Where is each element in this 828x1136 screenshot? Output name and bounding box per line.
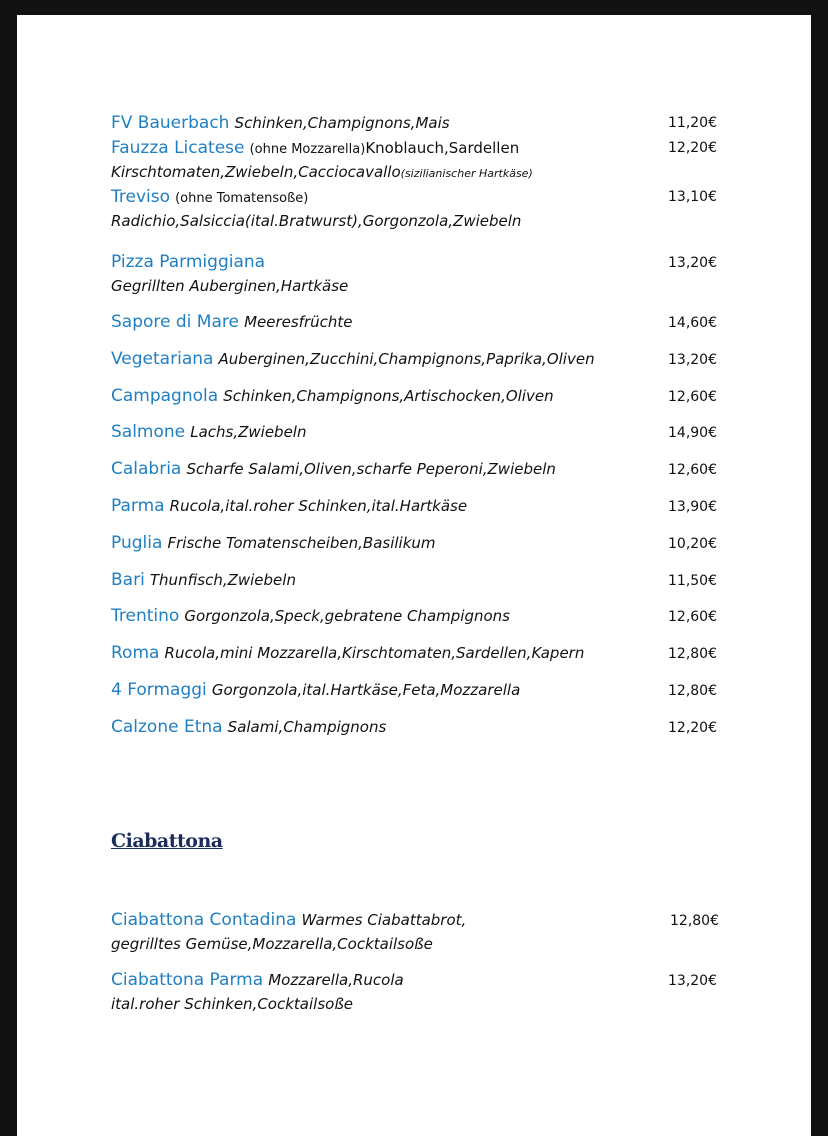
item-description: Salami,Champignons — [227, 718, 387, 736]
item-description: Rucola,ital.roher Schinken,ital.Hartkäse — [169, 497, 468, 515]
item-price: 11,50€ — [668, 573, 717, 589]
item-name: Calzone Etna — [111, 717, 223, 737]
item-description: Gegrillten Auberginen,Hartkäse — [111, 277, 349, 295]
item-description: Thunfisch,Zwiebeln — [149, 571, 296, 589]
item-description: Schinken,Champignons,Mais — [234, 114, 450, 132]
menu-item — [111, 908, 721, 956]
item-description: Scharfe Salami,Oliven,scharfe Peperoni,Zwiebeln — [186, 460, 556, 478]
item-price: 12,60€ — [668, 462, 717, 478]
item-name: Vegetariana — [111, 349, 214, 369]
item-name: Campagnola — [111, 386, 219, 406]
item-description-line2: gegrilltes Gemüse,Mozzarella,Cocktailsoße — [111, 935, 433, 953]
item-name: Ciabattona Contadina — [111, 910, 297, 930]
menu-item — [111, 715, 721, 739]
item-price: 12,20€ — [668, 140, 717, 156]
item-price: 12,80€ — [670, 913, 719, 929]
menu-item — [111, 111, 721, 135]
item-name: FV Bauerbach — [111, 113, 230, 133]
item-name: Treviso — [111, 187, 171, 207]
menu-item — [111, 678, 721, 702]
item-name: Bari — [111, 570, 145, 590]
item-description: Gorgonzola,ital.Hartkäse,Feta,Mozzarella — [211, 681, 521, 699]
menu-item — [111, 641, 721, 665]
item-price: 14,60€ — [668, 315, 717, 331]
item-description: Schinken,Champignons,Artischocken,Oliven — [223, 387, 554, 405]
item-note: (sizilianischer Hartkäse) — [400, 167, 533, 180]
item-name: Ciabattona Parma — [111, 970, 264, 990]
item-price: 13,10€ — [668, 189, 717, 205]
item-description: Knoblauch,Sardellen — [365, 139, 520, 157]
menu-item — [111, 136, 721, 184]
item-name: Parma — [111, 496, 165, 516]
item-description: Warmes Ciabattabrot, — [301, 911, 467, 929]
menu-item — [111, 420, 721, 444]
item-name: Salmone — [111, 422, 186, 442]
item-description: Auberginen,Zucchini,Champignons,Paprika,Oliven — [218, 350, 595, 368]
item-price: 12,20€ — [668, 720, 717, 736]
menu-item — [111, 968, 721, 1016]
item-description: Radichio,Salsiccia(ital.Bratwurst),Gorgonzola,Zwiebeln — [111, 212, 522, 230]
menu-item — [111, 185, 721, 233]
item-description: Gorgonzola,Speck,gebratene Champignons — [184, 607, 510, 625]
item-description-line2: ital.roher Schinken,Cocktailsoße — [111, 995, 353, 1013]
menu-item — [111, 531, 721, 555]
item-name: Sapore di Mare — [111, 312, 239, 332]
menu-item — [111, 310, 721, 334]
item-name: Roma — [111, 643, 160, 663]
item-price: 12,80€ — [668, 683, 717, 699]
item-price: 11,20€ — [668, 115, 717, 131]
menu-item — [111, 250, 721, 298]
menu-item — [111, 457, 721, 481]
item-description-line2: Kirschtomaten,Zwiebeln,Cacciocavallo — [111, 163, 401, 181]
item-description: Meeresfrüchte — [244, 313, 353, 331]
item-name: 4 Formaggi — [111, 680, 207, 700]
menu-item — [111, 384, 721, 408]
item-price: 13,20€ — [668, 352, 717, 368]
item-price: 13,20€ — [668, 255, 717, 271]
item-description: Mozzarella,Rucola — [268, 971, 404, 989]
item-price: 13,90€ — [668, 499, 717, 515]
item-price: 12,60€ — [668, 609, 717, 625]
item-name: Trentino — [111, 606, 180, 626]
item-note: (ohne Mozzarella) — [249, 142, 366, 157]
item-name: Puglia — [111, 533, 163, 553]
item-price: 12,80€ — [668, 646, 717, 662]
item-description: Lachs,Zwiebeln — [190, 423, 307, 441]
item-price: 10,20€ — [668, 536, 717, 552]
item-price: 13,20€ — [668, 973, 717, 989]
item-description: Rucola,mini Mozzarella,Kirschtomaten,Sardellen,Kapern — [164, 644, 585, 662]
item-note: (ohne Tomatensoße) — [175, 191, 309, 206]
section-title: Ciabattona — [111, 830, 223, 852]
menu-item — [111, 604, 721, 628]
menu-item — [111, 347, 721, 371]
item-description: Frische Tomatenscheiben,Basilikum — [167, 534, 436, 552]
menu-item — [111, 568, 721, 592]
menu-page — [17, 15, 811, 1136]
menu-item — [111, 494, 721, 518]
item-price: 12,60€ — [668, 389, 717, 405]
item-name: Fauzza Licatese — [111, 138, 245, 158]
item-name: Pizza Parmiggiana — [111, 252, 266, 272]
item-price: 14,90€ — [668, 425, 717, 441]
item-name: Calabria — [111, 459, 182, 479]
